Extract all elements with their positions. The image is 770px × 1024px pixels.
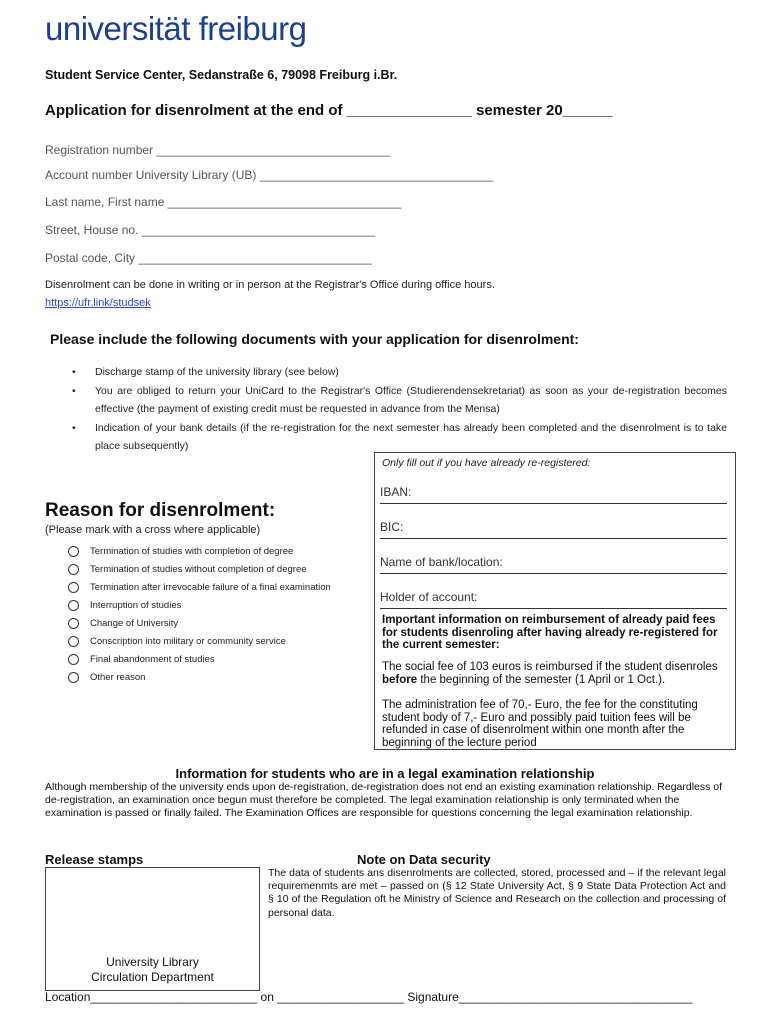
signature-line[interactable]: Location_________________________ on ___________________ Signature___________________________________ (45, 990, 693, 1004)
radio-circle-icon[interactable] (68, 672, 79, 683)
reason-options (68, 542, 331, 686)
bank-note: Only fill out if you have already re-registered: (382, 457, 591, 469)
reason-option[interactable]: Final abandonment of studies (68, 650, 331, 668)
account-holder-field[interactable]: Holder of account: (380, 590, 727, 609)
stamp-line-2: Circulation Department (91, 970, 214, 984)
bic-field[interactable]: BIC: (380, 520, 727, 539)
iban-field[interactable]: IBAN: (380, 485, 727, 504)
street-field[interactable]: Street, House no. ___________________________________ (45, 223, 376, 237)
exam-text: Although membership of the university ends upon de-registration, de-registration does not end an existing examination relationship. Regardless of de-registration, an examination once begun must therefore be completed. The legal examination relationship is only terminated when the examination is passed or finally failed. The Examination Offices are responsible for questions concerning the legal examination relationship. (45, 781, 723, 820)
release-stamps-heading: Release stamps (45, 852, 144, 867)
admin-fee-text: The administration fee of 70,- Euro, the fee for the constituting student body of 7,- Euro and possibly paid tuition fees will be refunded in case of disenrolment within one month after the beginning of the lecture period (382, 699, 698, 749)
radio-circle-icon[interactable] (68, 636, 79, 647)
documents-heading: Please include the following documents with your application for disenrolment: (50, 331, 579, 347)
reason-option[interactable]: Termination after irrevocable failure of a final examination (68, 578, 331, 596)
page-title: Application for disenrolment at the end of _______________ semester 20______ (45, 102, 613, 119)
reason-option[interactable]: Termination of studies without completion of degree (68, 560, 331, 578)
bank-name-field[interactable]: Name of bank/location: (380, 555, 727, 574)
documents-list (72, 363, 727, 456)
library-account-field[interactable]: Account number University Library (UB) ___________________________________ (45, 168, 494, 182)
postal-city-field[interactable]: Postal code, City ___________________________________ (45, 251, 372, 265)
data-security-heading: Note on Data security (357, 852, 491, 867)
reimbursement-heading: Important information on reimbursement of already paid fees for students disenroling after having already re-registered for the current semester: (382, 614, 718, 651)
list-item: • Discharge stamp of the university library (see below) (72, 363, 727, 382)
radio-circle-icon[interactable] (68, 618, 79, 629)
social-fee-text: The social fee of 103 euros is reimbursed if the student disenroles before the beginning of the semester (1 April or 1 Oct.). (382, 661, 718, 686)
radio-circle-icon[interactable] (68, 600, 79, 611)
reason-heading: Reason for disenrolment: (45, 500, 276, 521)
list-item: • You are obliged to return your UniCard to the Registrar's Office (Studierendensekretariat) as soon as your de-registration becomes effective (the payment of existing credit must be requested in advance from the Mensa) (72, 382, 727, 419)
disenrolment-note: Disenrolment can be done in writing or in person at the Registrar's Office during office hours. (45, 279, 495, 291)
radio-circle-icon[interactable] (68, 654, 79, 665)
list-item: • Indication of your bank details (if the re-registration for the next semester has already been completed and the disenrolment is to take place subsequently) (72, 419, 727, 456)
radio-circle-icon[interactable] (68, 546, 79, 557)
exam-heading: Information for students who are in a legal examination relationship (175, 766, 595, 781)
reason-option[interactable]: Conscription into military or community service (68, 632, 331, 650)
radio-circle-icon[interactable] (68, 582, 79, 593)
data-security-text: The data of students ans disenrolments are collected, stored, processed and – if the relevant legal requiremenmts are met – passed on (§ 12 State University Act, § 9 State Data Protection Act and § 10 of the Regulation oft he Ministry of Science and Research on the collection and processing of personal data. (268, 867, 726, 919)
stamp-line-1: University Library (106, 955, 199, 969)
stamp-label (45, 955, 260, 985)
radio-circle-icon[interactable] (68, 564, 79, 575)
office-address: Student Service Center, Sedanstraße 6, 79098 Freiburg i.Br. (45, 68, 398, 82)
studsek-link[interactable]: https://ufr.link/studsek (45, 297, 151, 309)
name-field[interactable]: Last name, First name ___________________________________ (45, 195, 402, 209)
reason-option[interactable]: Other reason (68, 668, 331, 686)
reason-option[interactable]: Change of University (68, 614, 331, 632)
registration-number-field[interactable]: Registration number ___________________________________ (45, 143, 390, 157)
university-logo: universität freiburg (45, 10, 307, 47)
reason-option[interactable]: Termination of studies with completion of degree (68, 542, 331, 560)
reason-option[interactable]: Interruption of studies (68, 596, 331, 614)
reason-subheading: (Please mark with a cross where applicable) (45, 524, 261, 536)
